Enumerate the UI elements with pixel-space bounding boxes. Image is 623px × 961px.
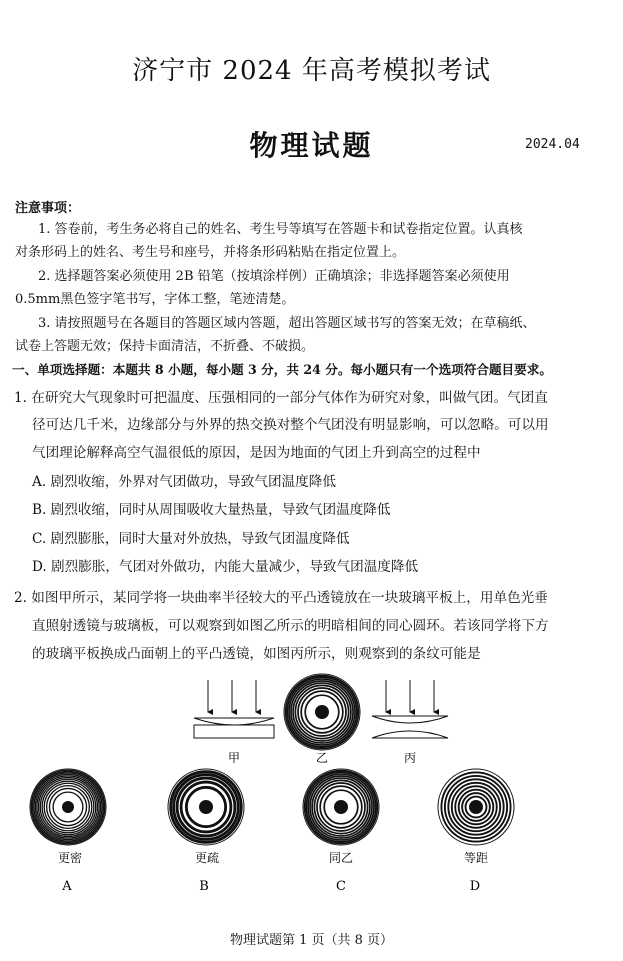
q1-option-d: D. 剧烈膨胀，气团对外做功，内能大量减少，导致气团温度降低 bbox=[32, 559, 419, 575]
center-spot bbox=[199, 800, 213, 814]
q2-stem-line: 直照射透镜与玻璃板，可以观察到如图乙所示的明暗相间的同心圆环。若该同学将下方 bbox=[32, 618, 549, 634]
option-d-rings bbox=[438, 769, 514, 845]
q2-stem-line: 的玻璃平板换成凸面朝上的平凸透镜，如图丙所示，则观察到的条纹可能是 bbox=[32, 646, 481, 662]
section-heading: 一、单项选择题：本题共 8 小题，每小题 3 分，共 24 分。每小题只有一个选项符合题目要求。 bbox=[12, 362, 552, 377]
exam-date: 2024.04 bbox=[525, 137, 580, 152]
q2-stem-line: 2. 如图甲所示，某同学将一块曲率半径较大的平凸透镜放在一块玻璃平板上，用单色光垂 bbox=[14, 590, 548, 606]
figure-label-yi: 乙 bbox=[315, 751, 329, 765]
option-c-rings bbox=[303, 769, 379, 845]
page-footer: 物理试题第 1 页（共 8 页） bbox=[229, 933, 394, 948]
q1-option-a: A. 剧烈收缩，外界对气团做功，导致气团温度降低 bbox=[32, 474, 336, 490]
option-a-caption: 更密 bbox=[57, 851, 83, 865]
figure-yi-rings bbox=[284, 674, 360, 750]
option-d-caption: 等距 bbox=[463, 851, 489, 865]
notice-line: 2. 选择题答案必须使用 2B 铅笔（按填涂样例）正确填涂；非选择题答案必须使用 bbox=[38, 269, 510, 284]
option-b-letter: B bbox=[199, 879, 209, 894]
notice-heading: 注意事项： bbox=[15, 201, 81, 216]
notice-line: 0.5mm黑色签字笔书写，字体工整，笔迹清楚。 bbox=[15, 292, 295, 307]
q1-stem-line: 1. 在研究大气现象时可把温度、压强相同的一部分气体作为研究对象，叫做气团。气团直 bbox=[14, 390, 548, 406]
center-spot bbox=[315, 705, 329, 719]
option-d-letter: D bbox=[469, 879, 481, 894]
option-a-rings bbox=[30, 769, 106, 845]
option-a-letter: A bbox=[62, 879, 72, 894]
center-spot bbox=[62, 801, 74, 813]
q2-figure bbox=[0, 670, 623, 905]
notice-line: 3. 请按照题号在各题目的答题区域内答题，超出答题区域书写的答案无效；在草稿纸、 bbox=[38, 316, 536, 331]
center-spot bbox=[334, 800, 348, 814]
figure-jia bbox=[194, 680, 274, 738]
notice-line: 1. 答卷前，考生务必将自己的姓名、考生号等填写在答题卡和试卷指定位置。认真核 bbox=[38, 222, 523, 237]
exam-title: 济宁市 2024 年高考模拟考试 bbox=[132, 56, 491, 86]
center-spot bbox=[469, 800, 483, 814]
option-c-letter: C bbox=[336, 879, 346, 894]
option-b-caption: 更疏 bbox=[194, 851, 220, 865]
q1-option-b: B. 剧烈收缩，同时从周围吸收大量热量，导致气团温度降低 bbox=[32, 502, 391, 518]
subject-title: 物理试题 bbox=[249, 129, 374, 162]
q1-stem-line: 径可达几千米，边缘部分与外界的热交换对整个气团没有明显影响，可以忽略。可以用 bbox=[32, 417, 549, 433]
figure-label-jia: 甲 bbox=[227, 751, 241, 765]
option-b-rings bbox=[168, 769, 244, 845]
option-c-caption: 同乙 bbox=[328, 851, 354, 865]
figure-label-bing: 丙 bbox=[403, 751, 417, 765]
q1-option-c: C. 剧烈膨胀，同时大量对外放热，导致气团温度降低 bbox=[32, 531, 350, 547]
q1-stem-line: 气团理论解释高空气温很低的原因，是因为地面的气团上升到高空的过程中 bbox=[32, 445, 481, 461]
notice-line: 试卷上答题无效；保持卡面清洁，不折叠、不破损。 bbox=[15, 339, 315, 354]
notice-line: 对条形码上的姓名、考生号和座号，并将条形码粘贴在指定位置上。 bbox=[15, 245, 406, 260]
figure-bing bbox=[372, 680, 448, 738]
